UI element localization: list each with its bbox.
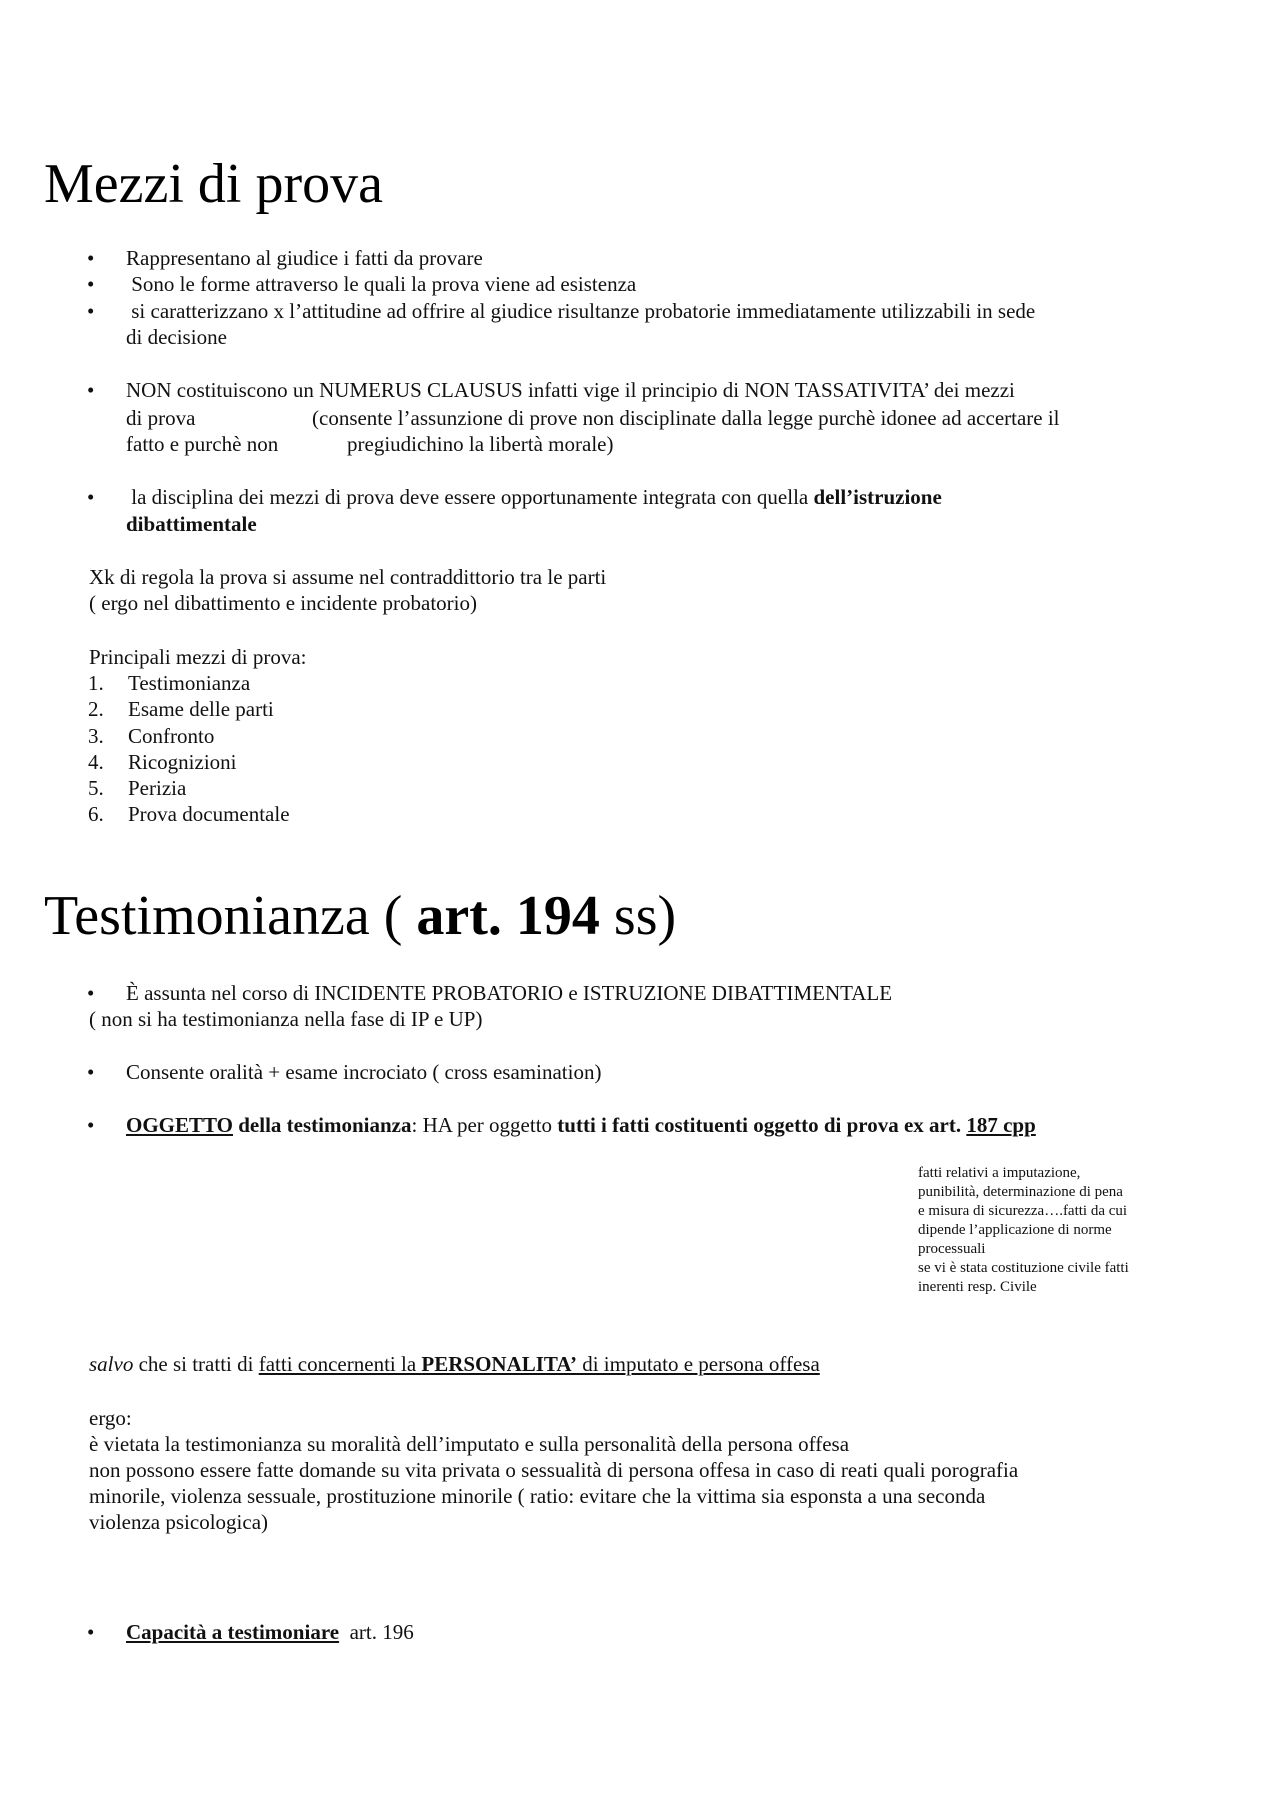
capacita-heading: Capacità a testimoniare	[126, 1620, 340, 1644]
salvo-underlined	[259, 1352, 820, 1376]
list-number: 1.	[88, 671, 104, 695]
bullet-text-continued: di prova	[126, 406, 196, 430]
paragraph: è vietata la testimonianza su moralità dell’imputato e sulla personalità della persona offesa	[89, 1432, 850, 1456]
page-title: Mezzi di prova	[44, 153, 383, 215]
bullet-text-continued: di decisione	[126, 325, 227, 349]
capacita-article: art. 196	[339, 1620, 414, 1644]
side-note-line: dipende l’applicazione di norme	[918, 1222, 1112, 1238]
list-number: 5.	[88, 776, 104, 800]
paragraph: non possono essere fatte domande su vita privata o sessualità di persona offesa in caso di reati quali porografia	[89, 1458, 1019, 1482]
oggetto-label: OGGETTO	[126, 1113, 233, 1137]
side-note-line: e misura di sicurezza….fatti da cui	[918, 1203, 1128, 1219]
salvo-underlined-text: fatti concernenti la	[258, 1352, 422, 1376]
salvo-underlined-text-end: di imputato e persona offesa	[576, 1352, 820, 1376]
salvo-text: che si tratti di	[133, 1352, 259, 1376]
list-heading: Principali mezzi di prova:	[89, 645, 307, 669]
bullet-text-continued: (consente l’assunzione di prove non disciplinate dalla legge purchè idonee ad accertare il	[312, 406, 1060, 430]
oggetto-text: : HA per oggetto	[411, 1113, 558, 1137]
bullet-marker: •	[87, 1060, 95, 1084]
bullet-text: Rappresentano al giudice i fatti da provare	[126, 246, 483, 270]
list-item: Testimonianza	[128, 671, 251, 695]
bullet-text: Sono le forme attraverso le quali la prova viene ad esistenza	[126, 272, 637, 296]
bullet-text-plain: la disciplina dei mezzi di prova deve essere opportunamente integrata con quella	[126, 485, 814, 509]
bullet-text-continued: ( non si ha testimonianza nella fase di IP e UP)	[89, 1007, 483, 1031]
bullet-text: NON costituiscono un NUMERUS CLAUSUS infatti vige il principio di NON TASSATIVITA’ dei mezzi	[126, 378, 1015, 402]
section-title	[44, 884, 676, 948]
salvo-personalita: PERSONALITA’	[421, 1352, 577, 1376]
bullet-marker: •	[87, 272, 95, 296]
list-item: Ricognizioni	[128, 750, 237, 774]
bullet-text-continued: dibattimentale	[126, 512, 257, 536]
bullet-marker: •	[87, 485, 95, 509]
list-number: 3.	[88, 724, 104, 748]
bullet-text-continued: fatto e purchè non	[126, 432, 279, 456]
bullet-text: Consente oralità + esame incrociato ( cross esamination)	[126, 1060, 602, 1084]
side-note-line: fatti relativi a imputazione,	[918, 1165, 1081, 1181]
bullet-marker: •	[87, 299, 95, 323]
salvo-paragraph	[89, 1351, 820, 1377]
paragraph: violenza psicologica)	[89, 1510, 269, 1534]
paragraph: ergo:	[89, 1406, 132, 1430]
list-item: Prova documentale	[128, 802, 290, 826]
paragraph: minorile, violenza sessuale, prostituzione minorile ( ratio: evitare che la vittima sia esponsta a una seconda	[89, 1484, 986, 1508]
paragraph: ( ergo nel dibattimento e incidente probatorio)	[89, 591, 477, 615]
list-item: Perizia	[128, 776, 187, 800]
side-note-line: processuali	[918, 1241, 986, 1257]
article-187-link[interactable]: 187 cpp	[966, 1113, 1036, 1137]
bullet-text: si caratterizzano x l’attitudine ad offrire al giudice risultanze probatorie immediatamente utilizzabili in sede	[126, 299, 1036, 323]
section-title-article: art. 194	[416, 885, 600, 947]
list-item: Confronto	[128, 724, 215, 748]
paragraph: Xk di regola la prova si assume nel contraddittorio tra le parti	[89, 565, 607, 589]
section-title-suffix: ss)	[599, 885, 677, 947]
side-note-line: punibilità, determinazione di pena	[918, 1184, 1123, 1200]
bullet-marker: •	[87, 981, 95, 1005]
bullet-marker: •	[87, 1113, 95, 1137]
oggetto-text-bold: tutti i fatti costituenti oggetto di prova ex art.	[557, 1113, 967, 1137]
side-note-line: inerenti resp. Civile	[918, 1279, 1037, 1295]
bullet-marker: •	[87, 378, 95, 402]
bullet-text	[126, 1619, 414, 1645]
side-note	[918, 1164, 1168, 1297]
bullet-marker: •	[87, 246, 95, 270]
bullet-text-bold: dell’istruzione	[813, 485, 942, 509]
bullet-text	[126, 1112, 1036, 1138]
section-title-text: Testimonianza (	[44, 885, 417, 947]
list-item: Esame delle parti	[128, 697, 274, 721]
bullet-text-continued: pregiudichino la libertà morale)	[347, 432, 614, 456]
bullet-marker: •	[87, 1620, 95, 1644]
salvo-italic: salvo	[89, 1352, 134, 1376]
bullet-text	[126, 484, 942, 510]
oggetto-label-rest: della testimonianza	[232, 1113, 412, 1137]
list-number: 4.	[88, 750, 104, 774]
list-number: 2.	[88, 697, 104, 721]
list-number: 6.	[88, 802, 104, 826]
side-note-line: se vi è stata costituzione civile fatti	[918, 1260, 1129, 1276]
bullet-text: È assunta nel corso di INCIDENTE PROBATORIO e ISTRUZIONE DIBATTIMENTALE	[126, 981, 893, 1005]
